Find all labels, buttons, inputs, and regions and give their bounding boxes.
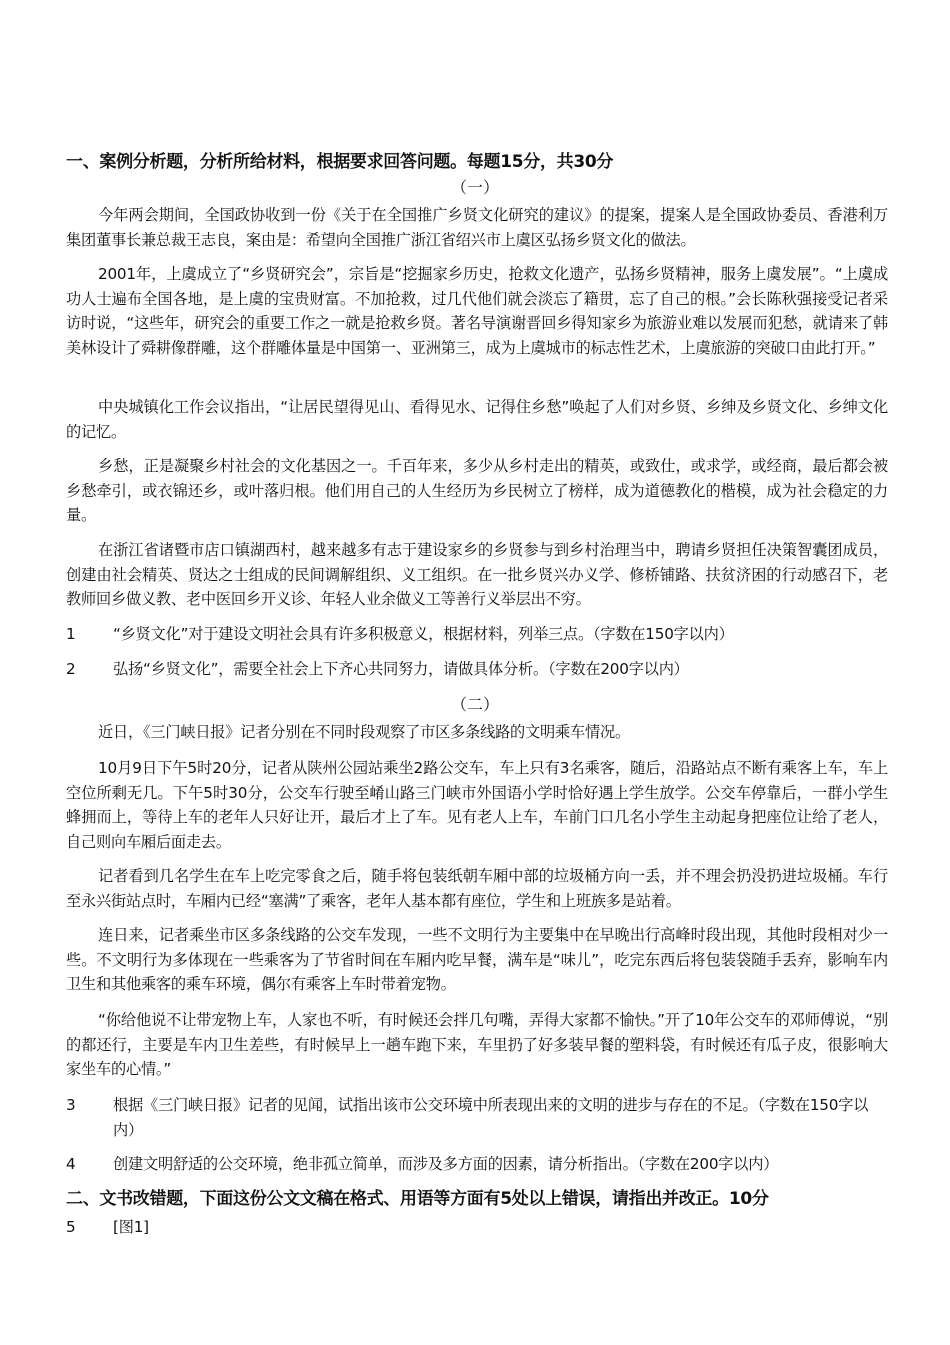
case2-paragraph-3: 记者看到几名学生在车上吃完零食之后，随手将包装纸朝车厢中部的垃圾桶方向一丢，并不理会扔没扔进垃圾桶。车行至永兴街站点时，车厢内已经“塞满”了乘客，老年人基本都有座位，学生和上班族多是站着。 <box>66 867 888 910</box>
question-number: 1 <box>66 625 76 643</box>
case1-paragraph-4: 乡愁，正是凝聚乡村社会的文化基因之一。千百年来，多少从乡村走出的精英，或致仕，或求学，或经商，最后都会被乡愁牵引，或衣锦还乡，或叶落归根。他们用自己的人生经历为乡民树立了榜样，成为道德教化的楷模，成为社会稳定的力量。 <box>66 457 888 524</box>
question-3 <box>66 1093 888 1142</box>
question-text: 弘扬“乡贤文化”，需要全社会上下齐心共同努力，请做具体分析。（字数在200字以内） <box>113 660 689 678</box>
question-1 <box>66 622 888 647</box>
question-5 <box>66 1215 888 1240</box>
question-number: 4 <box>66 1155 76 1173</box>
question-number: 3 <box>66 1096 76 1114</box>
case1-paragraph-2: 2001年，上虞成立了“乡贤研究会”，宗旨是“挖掘家乡历史，抢救文化遗产，弘扬乡贤精神，服务上虞发展”。“上虞成功人士遍布全国各地，是上虞的宝贵财富。不加抢救，过几代他们就会淡忘了籍贯，忘了自己的根。”会长陈秋强接受记者采访时说，“这些年，研究会的重要工作之一就是抢救乡贤。著名导演谢晋回乡得知家乡为旅游业难以发展而犯愁，就请来了韩美林设计了舜耕像群雕，这个群雕体量是中国第一、亚洲第三，成为上虞城市的标志性艺术，上虞旅游的突破口由此打开。” <box>66 265 888 357</box>
case2-paragraph-4: 连日来，记者乘坐市区多条线路的公交车发现，一些不文明行为主要集中在早晚出行高峰时段出现，其他时段相对少一些。不文明行为多体现在一些乘客为了节省时间在车厢内吃早餐，满车是“味儿”，吃完东西后将包装袋随手丢弃，影响车内卫生和其他乘客的乘车环境，偶尔有乘客上车时带着宠物。 <box>66 926 888 993</box>
question-text: 创建文明舒适的公交环境，绝非孤立简单，而涉及多方面的因素，请分析指出。（字数在200字以内） <box>113 1155 779 1173</box>
question-text: “乡贤文化”对于建设文明社会具有许多积极意义，根据材料，列举三点。（字数在150字以内） <box>113 625 734 643</box>
case2-label: （二） <box>450 695 499 714</box>
section1-title: 一、案例分析题，分析所给材料，根据要求回答问题。每题15分，共30分 <box>66 152 614 172</box>
case1-paragraph-1: 今年两会期间，全国政协收到一份《关于在全国推广乡贤文化研究的建议》的提案，提案人是全国政协委员、香港利万集团董事长兼总裁王志良，案由是：希望向全国推广浙江省绍兴市上虞区弘扬乡贤文化的做法。 <box>66 206 888 249</box>
question-2 <box>66 657 888 682</box>
question-4 <box>66 1152 888 1177</box>
case1-label: （一） <box>450 178 499 197</box>
section2-title: 二、文书改错题，下面这份公文文稿在格式、用语等方面有5处以上错误，请指出并改正。10分 <box>66 1189 769 1209</box>
case2-paragraph-1: 近日，《三门峡日报》记者分别在不同时段观察了市区多条线路的文明乘车情况。 <box>98 723 630 741</box>
question-number: 2 <box>66 660 76 678</box>
figure-placeholder: [图1] <box>113 1218 149 1236</box>
case1-paragraph-3: 中央城镇化工作会议指出，“让居民望得见山、看得见水、记得住乡愁”唤起了人们对乡贤、乡绅及乡贤文化、乡绅文化的记忆。 <box>66 398 888 441</box>
case2-paragraph-5: “你给他说不让带宠物上车，人家也不听，有时候还会拌几句嘴，弄得大家都不愉快。”开了10年公交车的邓师傅说，“别的都还行，主要是车内卫生差些，有时候早上一趟车跑下来，车里扔了好多装早餐的塑料袋，有时候还有瓜子皮，很影响大家坐车的心情。” <box>66 1011 888 1078</box>
question-number: 5 <box>66 1218 76 1236</box>
case2-paragraph-2: 10月9日下午5时20分，记者从陕州公园站乘坐2路公交车，车上只有3名乘客，随后，沿路站点不断有乘客上车，车上空位所剩无几。下午5时30分，公交车行驶至崤山路三门峡市外国语小学时恰好遇上学生放学。公交车停靠后，一群小学生蜂拥而上，等待上车的老年人只好让开，最后才上了车。见有老人上车，车前门口几名小学生主动起身把座位让给了老人，自己则向车厢后面走去。 <box>66 759 888 851</box>
question-text: 根据《三门峡日报》记者的见闻，试指出该市公交环境中所表现出来的文明的进步与存在的不足。（字数在150字以内） <box>113 1096 869 1139</box>
case1-paragraph-5: 在浙江省诸暨市店口镇湖西村，越来越多有志于建设家乡的乡贤参与到乡村治理当中，聘请乡贤担任决策智囊团成员，创建由社会精英、贤达之士组成的民间调解组织、义工组织。在一批乡贤兴办义学、修桥铺路、扶贫济困的行动感召下，老教师回乡做义教、老中医回乡开义诊、年轻人业余做义工等善行义举层出不穷。 <box>66 541 888 608</box>
